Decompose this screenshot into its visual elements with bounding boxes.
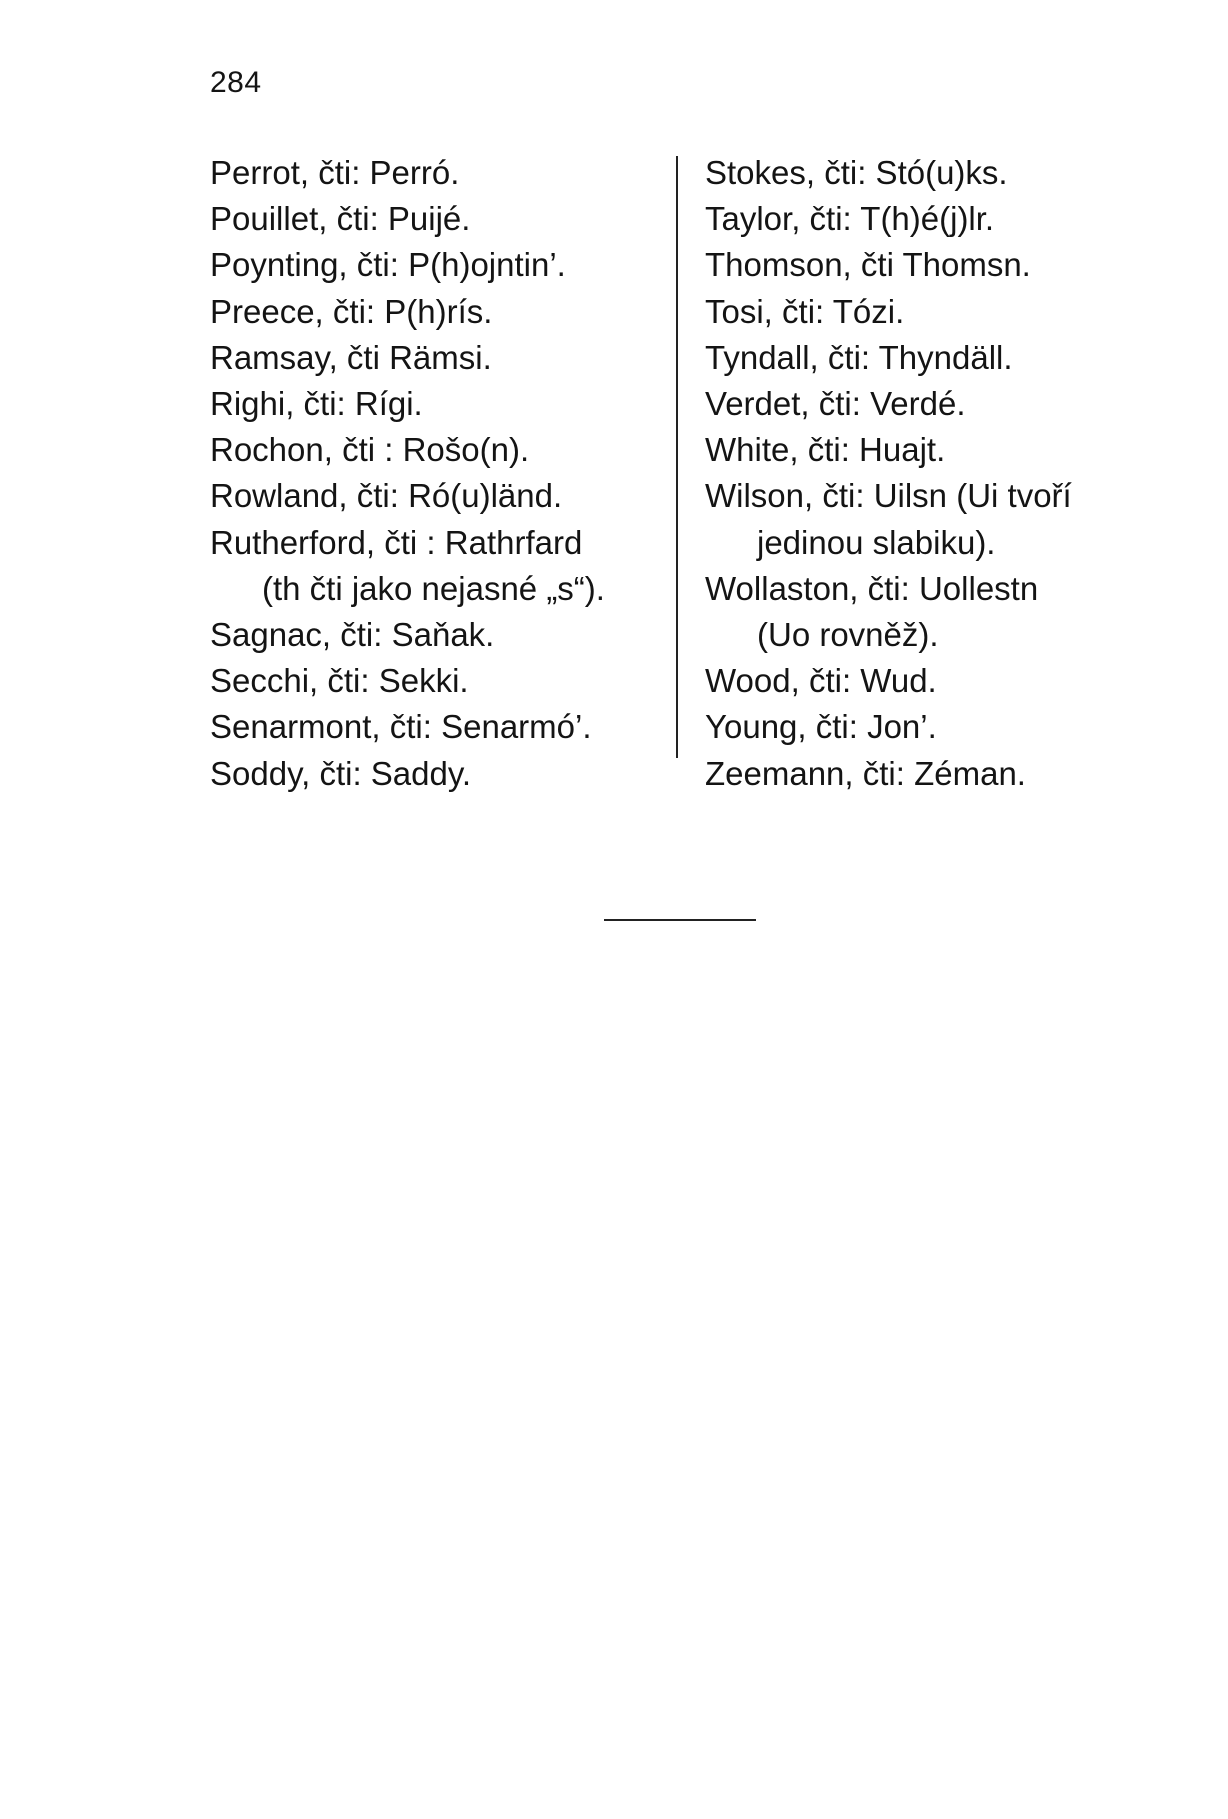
entry-text: Secchi, čti: Sekki.	[210, 662, 469, 700]
entry-preece	[210, 289, 670, 335]
entry-ramsay	[210, 335, 670, 381]
entry-text: Sagnac, čti: Saňak.	[210, 616, 495, 654]
left-column	[210, 150, 670, 797]
entry-text: Soddy, čti: Saddy.	[210, 754, 472, 792]
entry-text: Stokes, čti: Stó(u)ks.	[705, 154, 1008, 191]
column-divider	[676, 156, 678, 758]
entry-wollaston	[705, 566, 1175, 658]
entry-text: Verdet, čti: Verdé.	[705, 385, 966, 423]
entry-text: White, čti: Huajt.	[705, 431, 946, 469]
entry-rutherford	[210, 520, 670, 612]
entry-text: Ramsay, čti Rämsi.	[210, 338, 492, 376]
entry-continuation: jedinou slabiku).	[757, 523, 996, 561]
entry-secchi	[210, 658, 670, 704]
entry-text: Rutherford, čti : Rathrfard	[210, 523, 583, 561]
entry-tyndall	[705, 335, 1175, 381]
entry-text: Thomson, čti Thomsn.	[705, 246, 1031, 284]
page-number: 284	[210, 66, 262, 99]
entry-text: Wilson, čti: Uilsn (Ui tvoří	[705, 477, 1072, 515]
entry-text: Zeemann, čti: Zéman.	[705, 754, 1026, 792]
entry-thomson	[705, 242, 1175, 288]
end-rule	[604, 919, 756, 921]
entry-senarmont	[210, 704, 670, 750]
entry-text: Preece, čti: P(h)rís.	[210, 292, 493, 330]
entry-taylor	[705, 196, 1175, 242]
entry-wilson	[705, 473, 1175, 565]
entry-text: Taylor, čti: T(h)é(j)lr.	[705, 200, 995, 238]
entry-white	[705, 427, 1175, 473]
entry-text: Pouillet, čti: Puijé.	[210, 200, 471, 238]
entry-text: Wood, čti: Wud.	[705, 662, 937, 700]
entry-text: Senarmont, čti: Senarmó’.	[210, 708, 592, 746]
entry-text: Righi, čti: Rígi.	[210, 385, 423, 423]
entry-text: Rowland, čti: Ró(u)länd.	[210, 477, 563, 515]
entry-text: Poynting, čti: P(h)ojntin’.	[210, 246, 566, 284]
entry-poynting	[210, 242, 670, 288]
entry-text: Tosi, čti: Tózi.	[705, 292, 905, 330]
entry-soddy	[210, 751, 670, 797]
entry-zeemann	[705, 751, 1175, 797]
right-column	[705, 150, 1175, 797]
entry-righi	[210, 381, 670, 427]
entry-young	[705, 704, 1175, 750]
entry-continuation: (Uo rovněž).	[757, 616, 939, 654]
entry-text: Rochon, čti : Rošo(n).	[210, 431, 530, 469]
entry-wood	[705, 658, 1175, 704]
entry-sagnac	[210, 612, 670, 658]
entry-text: Wollaston, čti: Uollestn	[705, 569, 1039, 607]
entry-text: Young, čti: Jon’.	[705, 708, 937, 746]
entry-stokes	[705, 150, 1175, 196]
entry-text: Perrot, čti: Perró.	[210, 154, 460, 191]
entry-text: Tyndall, čti: Thyndäll.	[705, 338, 1013, 376]
entry-continuation: (th čti jako nejasné „s“).	[262, 569, 605, 607]
entry-rochon	[210, 427, 670, 473]
entry-tosi	[705, 289, 1175, 335]
entry-verdet	[705, 381, 1175, 427]
entry-pouillet	[210, 196, 670, 242]
entry-perrot	[210, 150, 670, 196]
entry-rowland	[210, 473, 670, 519]
